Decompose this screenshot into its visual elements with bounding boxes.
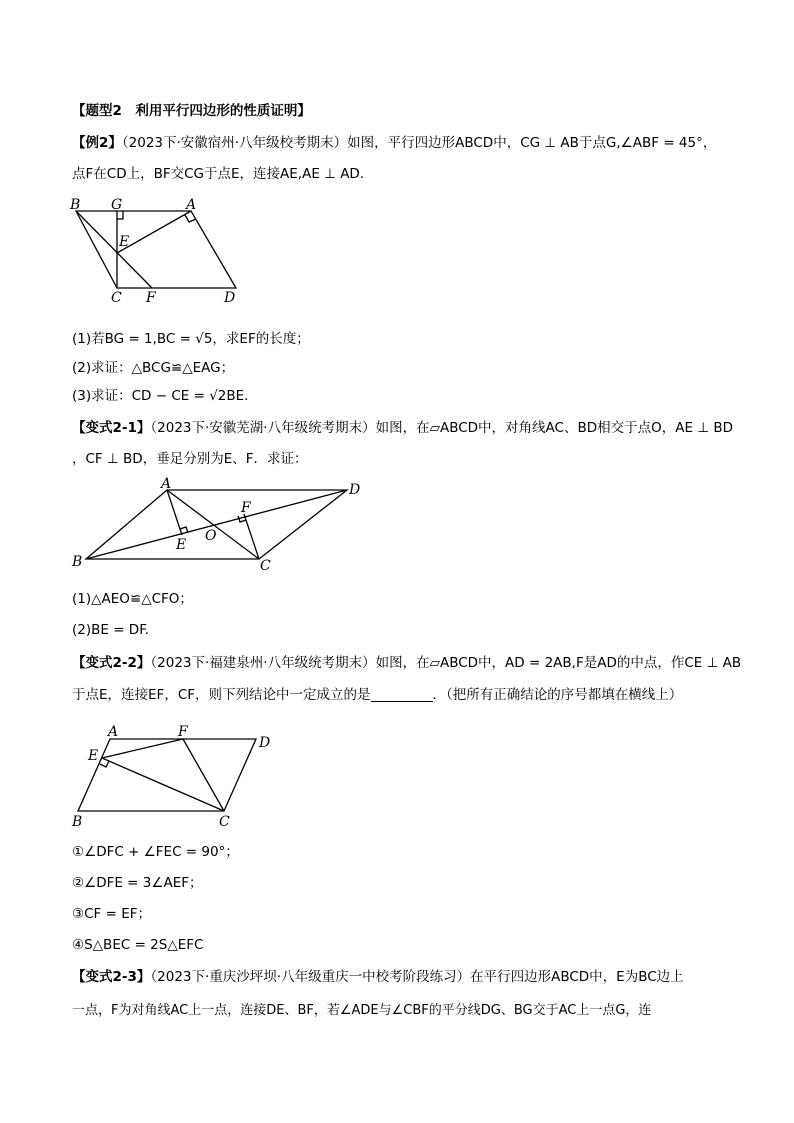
fig3-segment-ef [102,739,183,758]
fig1-label-a: A [186,197,197,213]
fig1-label-c: C [111,290,122,306]
fig2-label-f: F [241,500,251,516]
answer-blank[interactable] [371,687,433,702]
fig2-label-o: O [205,528,217,544]
fig2-label-b: B [72,554,83,570]
fig1-label-e: E [119,234,130,250]
variant22-text2a: 于点E，连接EF，CF，则下列结论中一定成立的是 [72,687,371,703]
example2-line2: 点F在CD上，BF交CG于点E，连接AE,AE ⊥ AD. [72,166,365,182]
example2-line1 [72,134,732,152]
fig2-label-e: E [176,537,187,553]
variant22-option3: ③CF = EF； [72,906,151,922]
fig1-segment-bf [76,211,152,288]
fig3-label-e: E [88,748,99,764]
variant22-option4: ④S△BEC = 2S△EFC [72,937,204,953]
fig2-diagonal-bd [86,490,347,559]
fig3-parallelogram-abcd [78,739,256,811]
fig1-label-b: B [70,197,81,213]
variant22-tag: 【变式2-2】 [72,655,151,671]
variant23-line1 [72,968,732,986]
fig3-label-f: F [178,724,188,740]
example2-q1: (1)若BG = 1,BC = √5，求EF的长度； [72,331,310,347]
variant21-text1: 如图，在▱ABCD中，对角线AC、BD相交于点O，AE ⊥ BD [375,420,734,436]
fig2-segment-ae [167,490,182,535]
variant21-source: （2023下·安徽芜湖·八年级统考期末） [150,420,376,436]
fig3-segment-ce [102,758,224,811]
fig3-segment-cf [183,739,224,811]
fig2-segment-cf [244,514,259,559]
variant21-q1: (1)△AEO≌△CFO； [72,591,193,607]
fig1-label-g: G [111,197,123,213]
fig1-parallelogram-abcd [76,211,236,288]
variant22-option2: ②∠DFE = 3∠AEF； [72,875,203,891]
example2-source: （2023下·安徽宿州·八年级校考期末） [121,135,348,151]
figure-1-parallelogram [66,196,256,306]
fig2-label-c: C [260,558,271,574]
figure-2-parallelogram [66,476,376,576]
fig3-label-c: C [219,814,230,830]
variant23-tag: 【变式2-3】 [72,969,151,985]
variant21-q2: (2)BE = DF. [72,622,150,638]
variant21-tag: 【变式2-1】 [72,420,151,436]
variant21-line2: ，CF ⊥ BD，垂足分别为E、F．求证： [72,451,308,467]
variant23-text1: 在平行四边形ABCD中，E为BC边上 [470,969,684,985]
variant21-line1 [72,419,732,437]
variant22-line2 [72,686,732,704]
fig3-label-a: A [108,724,119,740]
variant22-text2b: ．（把所有正确结论的序号都填在横线上） [432,687,683,703]
figure-3-parallelogram [66,722,286,832]
variant23-source: （2023下·重庆沙坪坝·八年级重庆一中校考阶段练习） [150,969,471,985]
variant22-source: （2023下·福建泉州·八年级统考期末） [150,655,376,671]
fig2-label-a: A [161,476,172,492]
section-title: 【题型2 利用平行四边形的性质证明】 [72,103,311,119]
fig3-label-b: B [72,814,83,830]
example2-q2: (2)求证：△BCG≌△EAG； [72,360,235,376]
fig3-right-angle-e [100,761,109,767]
example2-tag: 【例2】 [72,135,122,151]
variant23-line2: 一点，F为对角线AC上一点，连接DE、BF，若∠ADE与∠CBF的平分线DG、BG交于AC上一点G，连 [72,1003,652,1018]
variant22-option1: ①∠DFC + ∠FEC = 90°； [72,844,239,860]
fig2-label-d: D [349,482,361,498]
example2-text1: 如图，平行四边形ABCD中，CG ⊥ AB于点G,∠ABF = 45°， [347,135,717,151]
fig1-label-f: F [146,290,156,306]
fig3-label-d: D [259,735,271,751]
variant22-line1 [72,654,742,672]
variant22-text1: 如图，在▱ABCD中，AD = 2AB,F是AD的中点，作CE ⊥ AB [375,655,742,671]
example2-q3: (3)求证：CD − CE = √2BE. [72,388,249,404]
fig1-label-d: D [224,290,236,306]
